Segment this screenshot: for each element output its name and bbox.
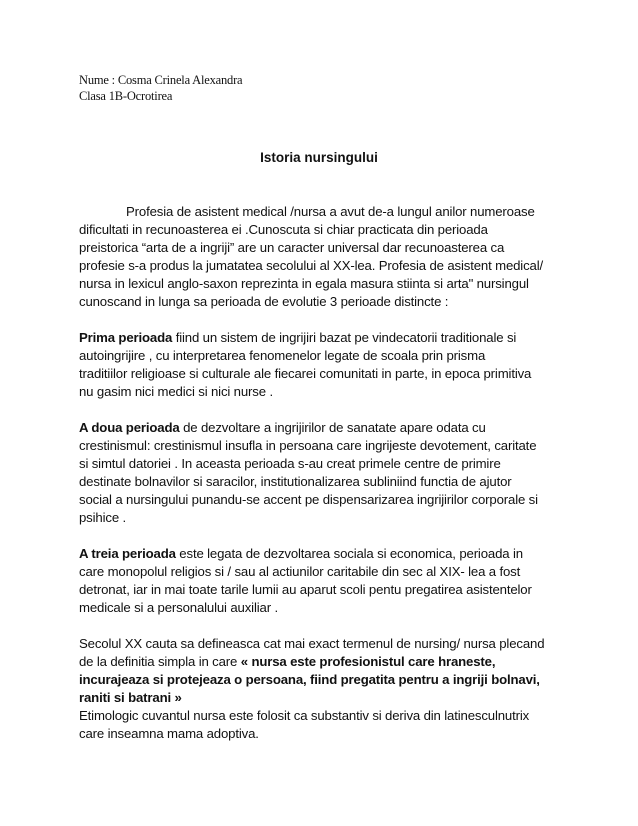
text-run: de dezvoltare a ingrijirilor de sanatate apare odata cu xyxy=(179,420,486,435)
intro-paragraph xyxy=(79,203,564,311)
text-line: detronat, iar in mai toate tarile lumii au aparut scoli pentu pregatirea asistentelor xyxy=(79,582,532,597)
text-line: si simtul datoriei . In aceasta perioada s-au creat primele centre de primire xyxy=(79,456,501,471)
text-line xyxy=(79,545,564,563)
nurse-definition-quote: « nursa este profesionistul care hraneste, xyxy=(240,654,496,669)
first-period-heading: Prima perioada xyxy=(79,330,173,345)
second-period-paragraph xyxy=(79,419,564,527)
student-class: Clasa 1B-Ocrotirea xyxy=(79,89,173,103)
text-line: traditiilor religioase si culturale ale fiecarei comunitati in parte, in epoca primitiva xyxy=(79,366,532,381)
nurse-definition-quote: incurajeaza si protejeaza o persoana, fiind pregatita pentru a ingriji bolnavi, xyxy=(79,672,540,687)
third-period-heading: A treia perioada xyxy=(79,546,176,561)
text-line xyxy=(79,653,564,671)
text-run: de la definitia simpla in care xyxy=(79,654,241,669)
text-line: autoingrijire , cu interpretarea fenomenelor legate de scoala prin prisma xyxy=(79,348,486,363)
text-line: care inseamna mama adoptiva. xyxy=(79,726,259,741)
text-line: profesie s-a produs la jumatatea secolului al XX-lea. Profesia de asistent medical/ xyxy=(79,258,544,273)
nurse-definition-quote: raniti si batrani » xyxy=(79,690,182,705)
text-line: psihice . xyxy=(79,510,127,525)
text-line: social a nursingului punandu-se accent pe dispensarizarea ingrijirilor corporale si xyxy=(79,492,538,507)
document-title: Istoria nursingului xyxy=(260,150,378,165)
text-line: Profesia de asistent medical /nursa a avut de-a lungul anilor numeroase xyxy=(126,204,535,219)
text-line: nursa in lexicul anglo-saxon reprezinta in egala masura stiinta si arta" nursingul xyxy=(79,276,529,291)
text-line: crestinismul: crestinismul insufla in persoana care ingrijeste devotement, caritate xyxy=(79,438,537,453)
text-run: este legata de dezvoltarea sociala si economica, perioada in xyxy=(175,546,523,561)
text-run: fiind un sistem de ingrijiri bazat pe vindecatorii traditionale si xyxy=(172,330,517,345)
student-name: Nume : Cosma Crinela Alexandra xyxy=(79,73,243,87)
text-line: preistorica “arta de a ingriji” are un caracter universal dar recunoasterea ca xyxy=(79,240,505,255)
text-line: destinate bolnavilor si saracilor, institutionalizarea subliniind functia de ajutor xyxy=(79,474,512,489)
first-period-paragraph xyxy=(79,329,564,401)
student-header xyxy=(79,72,242,104)
text-line xyxy=(79,689,564,707)
text-line: care monopolul religios si / sau al actiunilor caritabile din sec al XIX- lea a fost xyxy=(79,564,521,579)
twentieth-century-paragraph xyxy=(79,635,564,743)
third-period-paragraph xyxy=(79,545,564,617)
second-period-heading: A doua perioada xyxy=(79,420,180,435)
text-line xyxy=(79,329,564,347)
text-line: nu gasim nici medici si nici nurse . xyxy=(79,384,273,399)
text-line: medicale si a personalului auxiliar . xyxy=(79,600,278,615)
text-line: dificultati in recunoasterea ei .Cunoscuta si chiar practicata din perioada xyxy=(79,222,488,237)
text-line: Etimologic cuvantul nursa este folosit ca substantiv si deriva din latinesculnutrix xyxy=(79,708,530,723)
document-body xyxy=(79,203,564,743)
text-line: Secolul XX cauta sa defineasca cat mai exact termenul de nursing/ nursa plecand xyxy=(79,636,545,651)
text-line xyxy=(79,671,564,689)
text-line: cunoscand in lunga sa perioada de evolutie 3 perioade distincte : xyxy=(79,294,449,309)
text-line xyxy=(79,419,564,437)
